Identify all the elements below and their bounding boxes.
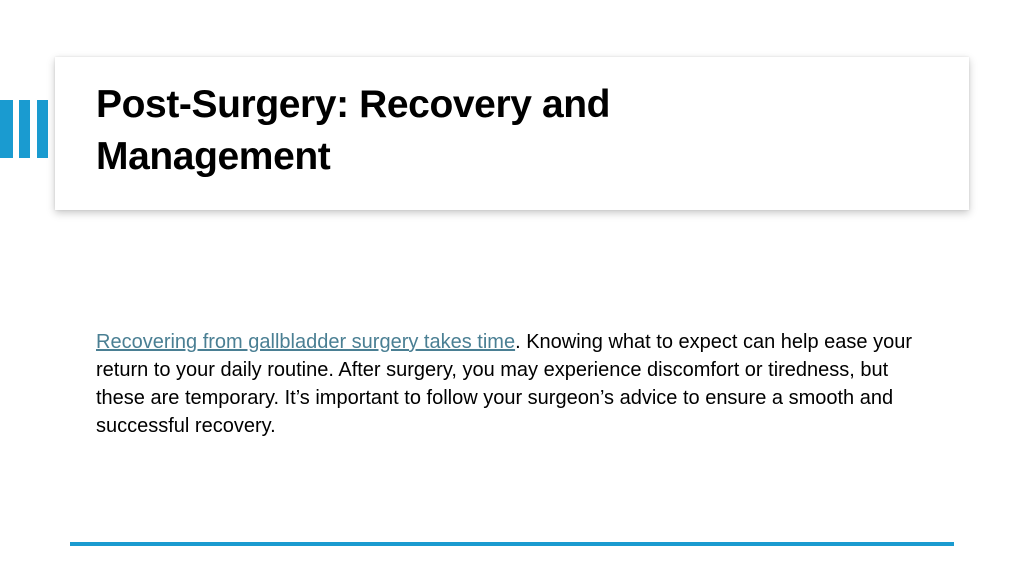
bottom-divider [70, 542, 954, 546]
accent-bar [0, 100, 13, 158]
recovery-link[interactable]: Recovering from gallbladder surgery takes time [96, 331, 516, 353]
side-accent-bars [0, 100, 54, 158]
title-card [55, 57, 969, 210]
accent-bar [37, 100, 48, 158]
body-paragraph-text: . Knowing what to expect can help ease your return to your daily routine. After surgery, you may experience discomfort or tiredness, but these are temporary. It’s important to follow your surgeon’s advice to ensure a smooth and successful recovery. [96, 331, 912, 437]
body-paragraph [96, 328, 916, 440]
slide-title: Post-Surgery: Recovery and Management [96, 83, 611, 178]
accent-bar [19, 100, 30, 158]
